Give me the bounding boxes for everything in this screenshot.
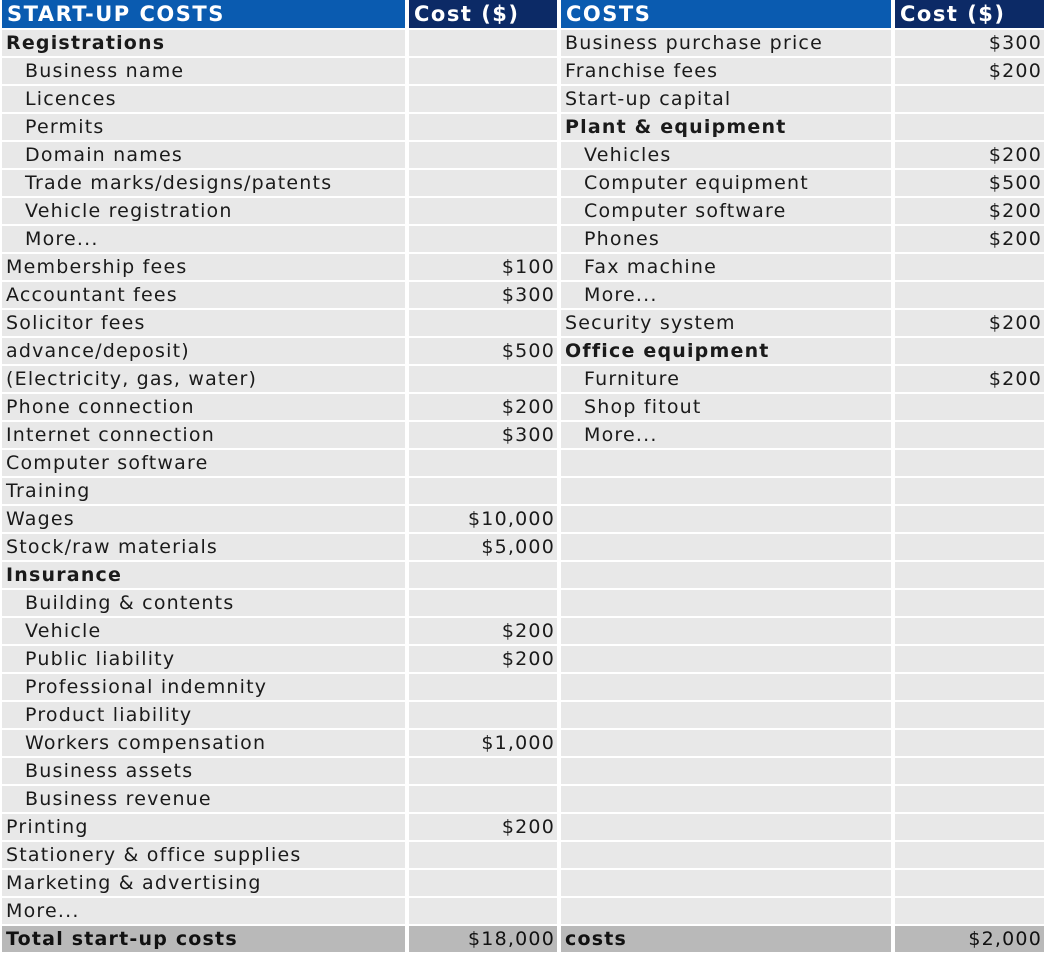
left-row-cost[interactable] xyxy=(409,30,557,56)
left-row-label[interactable]: (Electricity, gas, water) xyxy=(2,366,405,392)
left-row-cost[interactable] xyxy=(409,226,557,252)
right-row-label[interactable]: Computer software xyxy=(561,198,891,224)
right-total-label: costs xyxy=(561,926,891,952)
right-row-label[interactable]: Vehicles xyxy=(561,142,891,168)
left-cost-column-header: Cost ($) xyxy=(409,0,557,28)
right-row-label[interactable]: More... xyxy=(561,282,891,308)
left-row-label[interactable]: Internet connection xyxy=(2,422,405,448)
left-row-label[interactable]: Public liability xyxy=(2,646,405,672)
right-empty-label xyxy=(561,618,891,644)
left-row-label[interactable]: Building & contents xyxy=(2,590,405,616)
right-row-label[interactable]: More... xyxy=(561,422,891,448)
right-empty-cost[interactable] xyxy=(895,618,1044,644)
right-row-cost[interactable]: $200 xyxy=(895,142,1044,168)
right-empty-cost[interactable] xyxy=(895,506,1044,532)
left-row-label[interactable]: Permits xyxy=(2,114,405,140)
right-row-cost[interactable]: $200 xyxy=(895,198,1044,224)
right-empty-cost[interactable] xyxy=(895,814,1044,840)
right-row-label[interactable]: Fax machine xyxy=(561,254,891,280)
right-row-label[interactable]: Shop fitout xyxy=(561,394,891,420)
left-row-label[interactable]: Domain names xyxy=(2,142,405,168)
left-row-label[interactable]: Accountant fees xyxy=(2,282,405,308)
left-row-label[interactable]: Solicitor fees xyxy=(2,310,405,336)
left-row-label[interactable]: Business revenue xyxy=(2,786,405,812)
right-cost-column-header: Cost ($) xyxy=(895,0,1044,28)
left-row-label[interactable]: advance/deposit) xyxy=(2,338,405,364)
right-empty-label xyxy=(561,674,891,700)
right-empty-cost[interactable] xyxy=(895,478,1044,504)
right-row-cost[interactable]: $200 xyxy=(895,226,1044,252)
right-empty-label xyxy=(561,870,891,896)
right-row-label[interactable]: Office equipment xyxy=(561,338,891,364)
left-row-label[interactable]: Wages xyxy=(2,506,405,532)
left-row-cost[interactable] xyxy=(409,870,557,896)
left-row-label[interactable]: Licences xyxy=(2,86,405,112)
left-row-cost[interactable] xyxy=(409,310,557,336)
right-empty-cost[interactable] xyxy=(895,786,1044,812)
left-row-cost[interactable] xyxy=(409,142,557,168)
left-row-label[interactable]: Phone connection xyxy=(2,394,405,420)
left-row-cost[interactable] xyxy=(409,478,557,504)
left-row-label[interactable]: More... xyxy=(2,226,405,252)
right-empty-label xyxy=(561,534,891,560)
left-row-cost[interactable] xyxy=(409,898,557,924)
left-row-label[interactable]: Vehicle xyxy=(2,618,405,644)
left-row-cost[interactable]: $10,000 xyxy=(409,506,557,532)
left-row-cost[interactable] xyxy=(409,674,557,700)
right-empty-label xyxy=(561,646,891,672)
right-empty-label xyxy=(561,730,891,756)
left-total-value: $18,000 xyxy=(409,926,557,952)
right-row-label[interactable]: Plant & equipment xyxy=(561,114,891,140)
right-empty-label xyxy=(561,590,891,616)
right-empty-label xyxy=(561,478,891,504)
right-row-cost[interactable] xyxy=(895,422,1044,448)
left-row-label[interactable]: Business name xyxy=(2,58,405,84)
right-empty-cost[interactable] xyxy=(895,870,1044,896)
left-row-cost[interactable] xyxy=(409,590,557,616)
right-row-label[interactable]: Franchise fees xyxy=(561,58,891,84)
right-row-cost[interactable] xyxy=(895,394,1044,420)
left-row-cost[interactable]: $100 xyxy=(409,254,557,280)
right-empty-cost[interactable] xyxy=(895,646,1044,672)
right-empty-label xyxy=(561,506,891,532)
left-row-label[interactable]: Workers compensation xyxy=(2,730,405,756)
left-row-label[interactable]: Membership fees xyxy=(2,254,405,280)
left-row-label[interactable]: More... xyxy=(2,898,405,924)
right-row-cost[interactable]: $200 xyxy=(895,310,1044,336)
right-empty-cost[interactable] xyxy=(895,534,1044,560)
left-row-cost[interactable] xyxy=(409,758,557,784)
right-empty-label xyxy=(561,758,891,784)
right-empty-cost[interactable] xyxy=(895,450,1044,476)
right-total-value: $2,000 xyxy=(895,926,1044,952)
left-row-label[interactable]: Insurance xyxy=(2,562,405,588)
left-row-cost[interactable] xyxy=(409,198,557,224)
left-row-cost[interactable] xyxy=(409,170,557,196)
right-row-label[interactable]: Start-up capital xyxy=(561,86,891,112)
right-empty-cost[interactable] xyxy=(895,758,1044,784)
left-total-label: Total start-up costs xyxy=(2,926,405,952)
right-row-cost[interactable] xyxy=(895,114,1044,140)
right-empty-label xyxy=(561,814,891,840)
right-empty-label xyxy=(561,786,891,812)
left-section-header: START-UP COSTS xyxy=(2,0,405,28)
left-row-label[interactable]: Business assets xyxy=(2,758,405,784)
left-row-cost[interactable] xyxy=(409,58,557,84)
right-row-label[interactable]: Security system xyxy=(561,310,891,336)
right-row-cost[interactable] xyxy=(895,86,1044,112)
left-row-label[interactable]: Professional indemnity xyxy=(2,674,405,700)
start-up-costs-sheet xyxy=(2,0,1044,952)
left-row-cost[interactable]: $200 xyxy=(409,618,557,644)
right-row-label[interactable]: Furniture xyxy=(561,366,891,392)
right-row-label[interactable]: Business purchase price xyxy=(561,30,891,56)
left-row-label[interactable]: Stationery & office supplies xyxy=(2,842,405,868)
right-empty-label xyxy=(561,562,891,588)
left-row-cost[interactable] xyxy=(409,562,557,588)
left-row-cost[interactable]: $200 xyxy=(409,814,557,840)
left-row-cost[interactable] xyxy=(409,702,557,728)
left-row-label[interactable]: Computer software xyxy=(2,450,405,476)
right-row-cost[interactable]: $300 xyxy=(895,30,1044,56)
left-row-cost[interactable] xyxy=(409,114,557,140)
left-row-label[interactable]: Vehicle registration xyxy=(2,198,405,224)
right-empty-cost[interactable] xyxy=(895,702,1044,728)
right-row-cost[interactable]: $200 xyxy=(895,58,1044,84)
right-empty-cost[interactable] xyxy=(895,898,1044,924)
left-row-cost[interactable]: $300 xyxy=(409,282,557,308)
left-row-cost[interactable]: $500 xyxy=(409,338,557,364)
left-row-label[interactable]: Trade marks/designs/patents xyxy=(2,170,405,196)
left-row-cost[interactable]: $5,000 xyxy=(409,534,557,560)
right-row-cost[interactable] xyxy=(895,282,1044,308)
right-empty-label xyxy=(561,702,891,728)
right-row-label[interactable]: Phones xyxy=(561,226,891,252)
right-row-cost[interactable] xyxy=(895,338,1044,364)
right-empty-label xyxy=(561,898,891,924)
left-row-cost[interactable]: $200 xyxy=(409,394,557,420)
left-row-cost[interactable] xyxy=(409,842,557,868)
right-empty-cost[interactable] xyxy=(895,562,1044,588)
left-row-cost[interactable] xyxy=(409,366,557,392)
left-row-cost[interactable]: $200 xyxy=(409,646,557,672)
left-row-label[interactable]: Stock/raw materials xyxy=(2,534,405,560)
right-section-header: COSTS xyxy=(561,0,891,28)
left-row-label[interactable]: Printing xyxy=(2,814,405,840)
left-row-label[interactable]: Registrations xyxy=(2,30,405,56)
right-row-cost[interactable]: $200 xyxy=(895,366,1044,392)
right-row-cost[interactable]: $500 xyxy=(895,170,1044,196)
right-empty-cost[interactable] xyxy=(895,730,1044,756)
left-row-cost[interactable]: $300 xyxy=(409,422,557,448)
right-empty-cost[interactable] xyxy=(895,842,1044,868)
left-row-cost[interactable] xyxy=(409,786,557,812)
left-row-cost[interactable] xyxy=(409,86,557,112)
left-row-cost[interactable]: $1,000 xyxy=(409,730,557,756)
right-row-label[interactable]: Computer equipment xyxy=(561,170,891,196)
right-empty-cost[interactable] xyxy=(895,590,1044,616)
right-row-cost[interactable] xyxy=(895,254,1044,280)
right-empty-label xyxy=(561,842,891,868)
left-row-label[interactable]: Product liability xyxy=(2,702,405,728)
right-empty-cost[interactable] xyxy=(895,674,1044,700)
left-row-label[interactable]: Training xyxy=(2,478,405,504)
left-row-label[interactable]: Marketing & advertising xyxy=(2,870,405,896)
left-row-cost[interactable] xyxy=(409,450,557,476)
right-empty-label xyxy=(561,450,891,476)
